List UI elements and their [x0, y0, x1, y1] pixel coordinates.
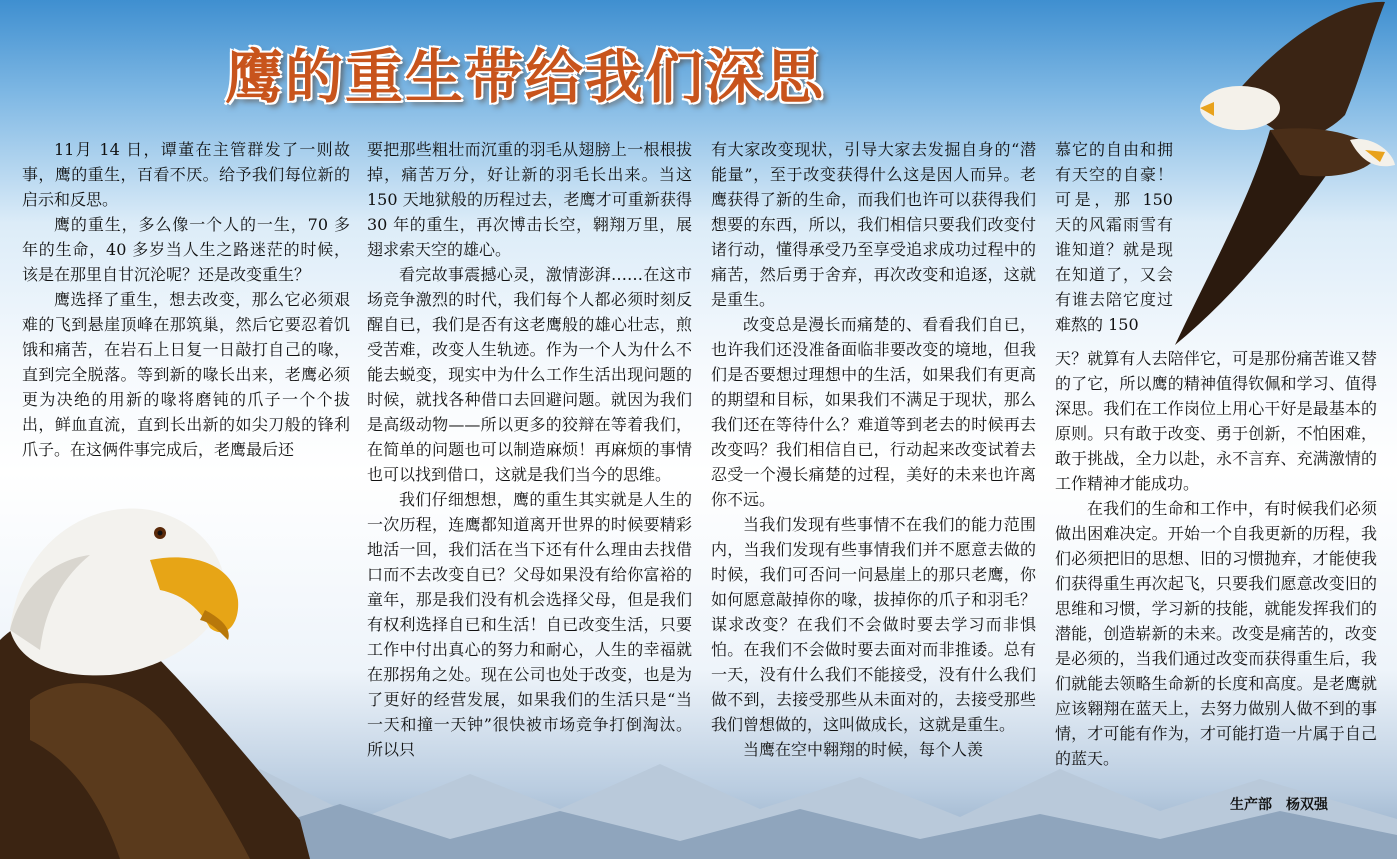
author-signature: 生产部 杨双强	[1230, 797, 1328, 813]
paragraph: 在我们的生命和工作中，有时候我们必须做出困难决定。开始一个自我更新的历程，我们必须把旧的思想、旧的习惯抛弃，才能使我们获得重生再次起飞，只要我们愿意改变旧的思维和习惯，学习新的技能，就能发挥我们的潜能，创造崭新的未来。改变是痛苦的，改变是必须的，当我们通过改变而获得重生后，我们就能去领略生命新的长度和高度。是老鹰就应该翱翔在蓝天上，去努力做别人做不到的事情，才可能有作为，才可能打造一片属于自己的蓝天。	[1055, 499, 1377, 768]
flying-eagle-image	[1170, 0, 1397, 360]
page-title: 鹰的重生带给我们深思	[225, 43, 826, 111]
article-column-4	[1055, 346, 1377, 771]
paragraph: 11月 14 日，谭董在主管群发了一则故事，鹰的重生，百看不厌。给予我们每位新的启示和反思。	[22, 140, 350, 209]
paragraph: 慕它的自由和拥有天空的自豪！可是，那 150 天的风霜雨雪有谁知道？就是现在知道了，又会有谁去陪它度过难熬的 150	[1055, 140, 1173, 334]
paragraph: 看完故事震撼心灵，激情澎湃……在这市场竞争激烈的时代，我们每个人都必须时刻反醒自已，我们是否有这老鹰般的雄心壮志，煎受苦难，改变人生轨迹。作为一个人为什么不能去蜕变，现实中为什么工作生活出现问题的时候，就找各种借口去回避问题。就因为我们是高级动物——所以更多的狡辩在等着我们，在简单的问题也可以制造麻烦！再麻烦的事情也可以找到借口，这就是我们当今的思维。	[367, 265, 692, 484]
article-column-2	[367, 137, 692, 762]
paragraph: 鹰的重生，多么像一个人的一生，70 多年的生命，40 多岁当人生之路迷茫的时候，该是在那里自甘沉沦呢？还是改变重生？	[22, 215, 350, 284]
eagle-head-image	[0, 500, 310, 859]
paragraph: 天？就算有人去陪伴它，可是那份痛苦谁又替的了它，所以鹰的精神值得钦佩和学习、值得深思。我们在工作岗位上用心干好是最基本的原则。只有敢于改变、勇于创新，不怕困难，敢于挑战，全力以赴，永不言弃、充满激情的工作精神才能成功。	[1055, 349, 1377, 493]
article-column-3	[711, 137, 1036, 762]
paragraph: 当我们发现有些事情不在我们的能力范围内，当我们发现有些事情我们并不愿意去做的时候，我们可否问一问悬崖上的那只老鹰，你如何愿意敲掉你的喙，拔掉你的爪子和羽毛？谋求改变？在我们不会做时要去学习而非惧怕。在我们不会做时要去面对而非推诿。总有一天，没有什么我们不能接受，没有什么我们做不到，去接受那些从未面对的，去接受那些我们曾想做的，这叫做成长，这就是重生。	[711, 515, 1036, 734]
article-column-1	[22, 137, 350, 462]
paragraph: 有大家改变现状，引导大家去发掘自身的“潜能量”，至于改变获得什么这是因人而异。老鹰获得了新的生命，而我们也许可以获得我们想要的东西，所以，我们相信只要我们改变付诸行动，懂得承受乃至享受追求成功过程中的痛苦，然后勇于舍弃，再次改变和追逐，这就是重生。	[711, 140, 1036, 309]
paragraph: 要把那些粗壮而沉重的羽毛从翅膀上一根根拔掉，痛苦万分，好让新的羽毛长出来。当这 150 天地狱般的历程过去，老鹰才可重新获得 30 年的重生，再次博击长空，翱翔万里，展翅求索天空的雄心。	[367, 140, 692, 259]
paragraph: 改变总是漫长而痛楚的、看看我们自已，也许我们还没准备面临非要改变的境地，但我们是否要想过理想中的生活，如果我们有更高的期望和目标，如果我们不满足于现状，那么我们还在等待什么？难道等到老去的时候再去改变吗？我们相信自已，行动起来改变试着去忍受一个漫长痛楚的过程，美好的未来也许离你不远。	[711, 315, 1036, 509]
article-column-4-top	[1055, 137, 1173, 337]
paragraph: 我们仔细想想，鹰的重生其实就是人生的一次历程，连鹰都知道离开世界的时候要精彩地活一回，我们活在当下还有什么理由去找借口而不去改变自已？父母如果没有给你富裕的童年，那是我们没有机会选择父母，但是我们有权利选择自已和生活！自已改变生活，只要工作中付出真心的努力和耐心，人生的幸福就在那拐角之处。现在公司也处于改变，也是为了更好的经营发展，如果我们的生活只是“当一天和撞一天钟”很快被市场竞争打倒淘汰。所以只	[367, 490, 692, 759]
paragraph: 当鹰在空中翱翔的时候，每个人羡	[743, 740, 984, 759]
paragraph: 鹰选择了重生，想去改变，那么它必须艰难的飞到悬崖顶峰在那筑巢，然后它要忍着饥饿和痛苦，在岩石上日复一日敲打自己的喙，直到完全脱落。等到新的喙长出来，老鹰必须更为决绝的用新的喙将磨钝的爪子一个个拔出，鲜血直流，直到长出新的如尖刀般的锋利爪子。在这俩件事完成后，老鹰最后还	[22, 290, 350, 459]
